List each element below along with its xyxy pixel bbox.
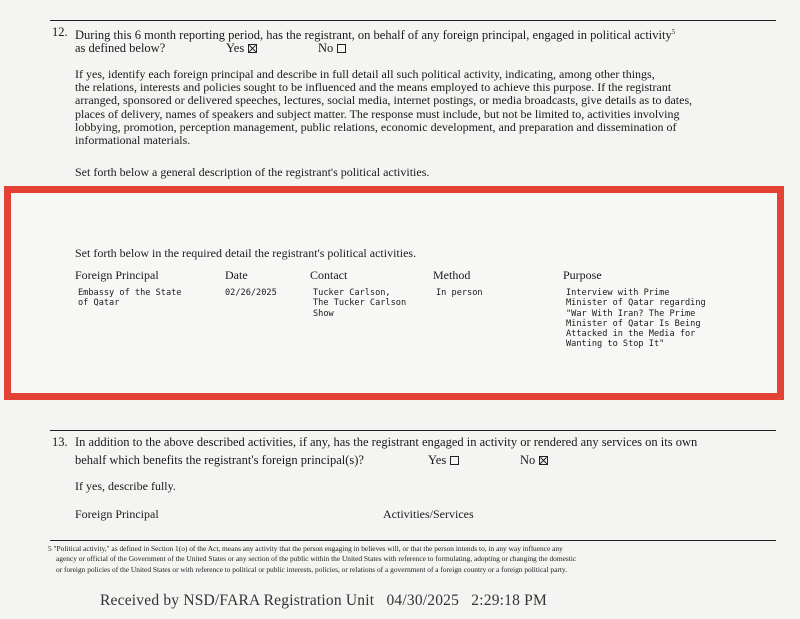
col-header-method: Method [433,268,471,282]
footnote-line: agency or official of the Government of the United States or any section of the public within the United States with reference to formulating, adopting or changing the domestic [56,554,577,564]
instruction-line: informational materials. [75,133,191,148]
footnote-line: or foreign policies of the United States or with reference to political or public interests, policies, or relations of a government of a foreign country or a foreign political party. [56,564,567,574]
q12-no-option[interactable] [318,40,346,56]
q13-no-checkbox-checked[interactable] [539,456,548,465]
col-header-principal: Foreign Principal [75,268,159,282]
q12-no-checkbox[interactable] [337,44,346,53]
cell-purpose: Interview with Prime Minister of Qatar regarding "War With Iran? The Prime Minister of Qatar Is Being Attacked in the Media for Wanting to Stop It" [566,288,706,350]
general-description-label: Set forth below a general description of the registrant's political activities. [75,165,430,179]
footnote-line: 5 "Political activity," as defined in Section 1(o) of the Act, means any activity that the person engaging in believes will, or that the person intends to, in any way influence any [48,544,563,553]
col-header-date: Date [225,268,248,282]
q12-line1: During this 6 month reporting period, has the registrant, on behalf of any foreign principal, engaged in political activity [75,28,672,43]
q13-rule [50,430,776,431]
instruction-line: places of delivery, names of speakers and subject matter. The response must include, but not be limited to, activities involving [75,106,680,121]
footnote-ref: 5 [671,28,676,36]
q13-yes-option[interactable] [428,452,459,468]
q13-no-label: No [520,453,536,467]
col-header-contact: Contact [310,268,348,282]
q12-yes-option[interactable] [226,40,257,56]
q12-yes-label: Yes [226,41,245,55]
top-rule [50,20,776,21]
instruction-line: If yes, identify each foreign principal and describe in full detail all such political activity, indicating, among other things, [75,67,655,81]
q12-number: 12. [52,25,68,39]
q12-line2: as defined below? [75,41,166,55]
instruction-line: lobbying, promotion, perception management, public relations, economic development, and preparation and dissemination of [75,119,677,134]
q13-line1: In addition to the above described activities, if any, has the registrant engaged in activity or rendered any services on its own [75,435,698,449]
q13-col-principal: Foreign Principal [75,507,159,521]
q12-instructions [75,68,780,147]
cell-date: 02/26/2025 [225,288,277,298]
received-stamp: Received by NSD/FARA Registration Unit 04/30/2025 2:29:18 PM [100,592,547,609]
q12-yes-checkbox-checked[interactable] [248,44,257,53]
required-detail-label: Set forth below in the required detail the registrant's political activities. [75,246,417,260]
q12-question [75,24,775,43]
q13-number: 13. [52,435,68,449]
q13-col-activities: Activities/Services [383,507,474,521]
q13-no-option[interactable] [520,452,548,468]
q13-if-yes: If yes, describe fully. [75,479,176,493]
cell-contact: Tucker Carlson, The Tucker Carlson Show [313,288,407,319]
cell-method: In person [436,288,483,298]
instruction-line: arranged, sponsored or delivered speeches, lectures, social media, internet postings, or media broadcasts, give details as to dates, [75,93,693,108]
q13-yes-label: Yes [428,453,447,467]
footnote-text [48,544,783,575]
q13-yes-checkbox[interactable] [450,456,459,465]
q12-no-label: No [318,41,334,55]
cell-principal: Embassy of the State of Qatar [78,288,182,309]
footnote-rule [50,540,776,541]
instruction-line: the relations, interests and policies sought to be influenced and the means employed to achieve this purpose. If the registrant [75,80,672,95]
col-header-purpose: Purpose [563,268,602,282]
q13-line2: behalf which benefits the registrant's foreign principal(s)? [75,453,364,467]
